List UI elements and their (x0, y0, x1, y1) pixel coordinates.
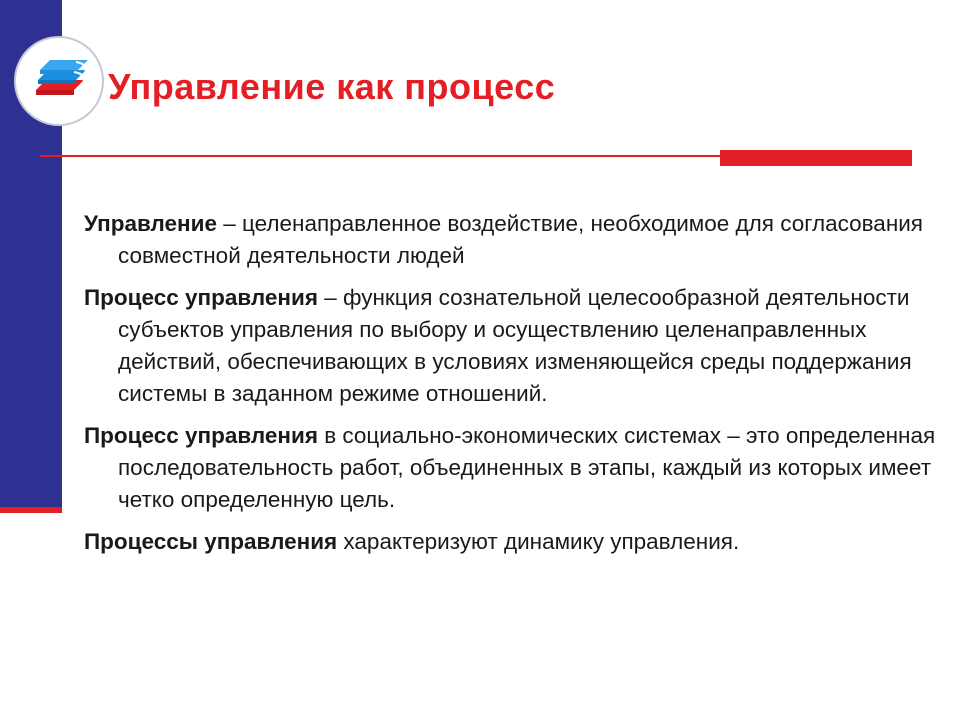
definition-text: – функция сознательной целесообразной деятельности субъектов управления по выбору и осуществлению целенаправленных действий, обеспечивающих в условиях изменяющейся среды поддержания системы в заданном режиме отношений. (118, 285, 912, 406)
slide-title: Управление как процесс (108, 66, 556, 107)
title-underline (40, 155, 730, 157)
definition-text: в социально-экономических системах – это определенная последовательность работ, объединенных в этапы, каждый из которых имеет четко определенную цель. (118, 423, 936, 512)
definition-paragraph (84, 526, 944, 558)
definition-paragraph (84, 208, 944, 272)
definition-term: Процессы управления (84, 529, 338, 554)
left-accent-stripe (0, 507, 62, 513)
definition-term: Процесс управления (84, 423, 318, 448)
slide-body (84, 208, 944, 568)
definition-term: Управление (84, 211, 217, 236)
definition-text: – целенаправленное воздействие, необходимое для согласования совместной деятельности людей (118, 211, 923, 268)
title-accent-bar (720, 150, 912, 166)
definition-paragraph (84, 420, 944, 516)
stacked-books-logo-icon (14, 36, 104, 126)
definition-paragraph (84, 282, 944, 410)
definition-text: характеризуют динамику управления. (337, 529, 740, 554)
definition-term: Процесс управления (84, 285, 318, 310)
